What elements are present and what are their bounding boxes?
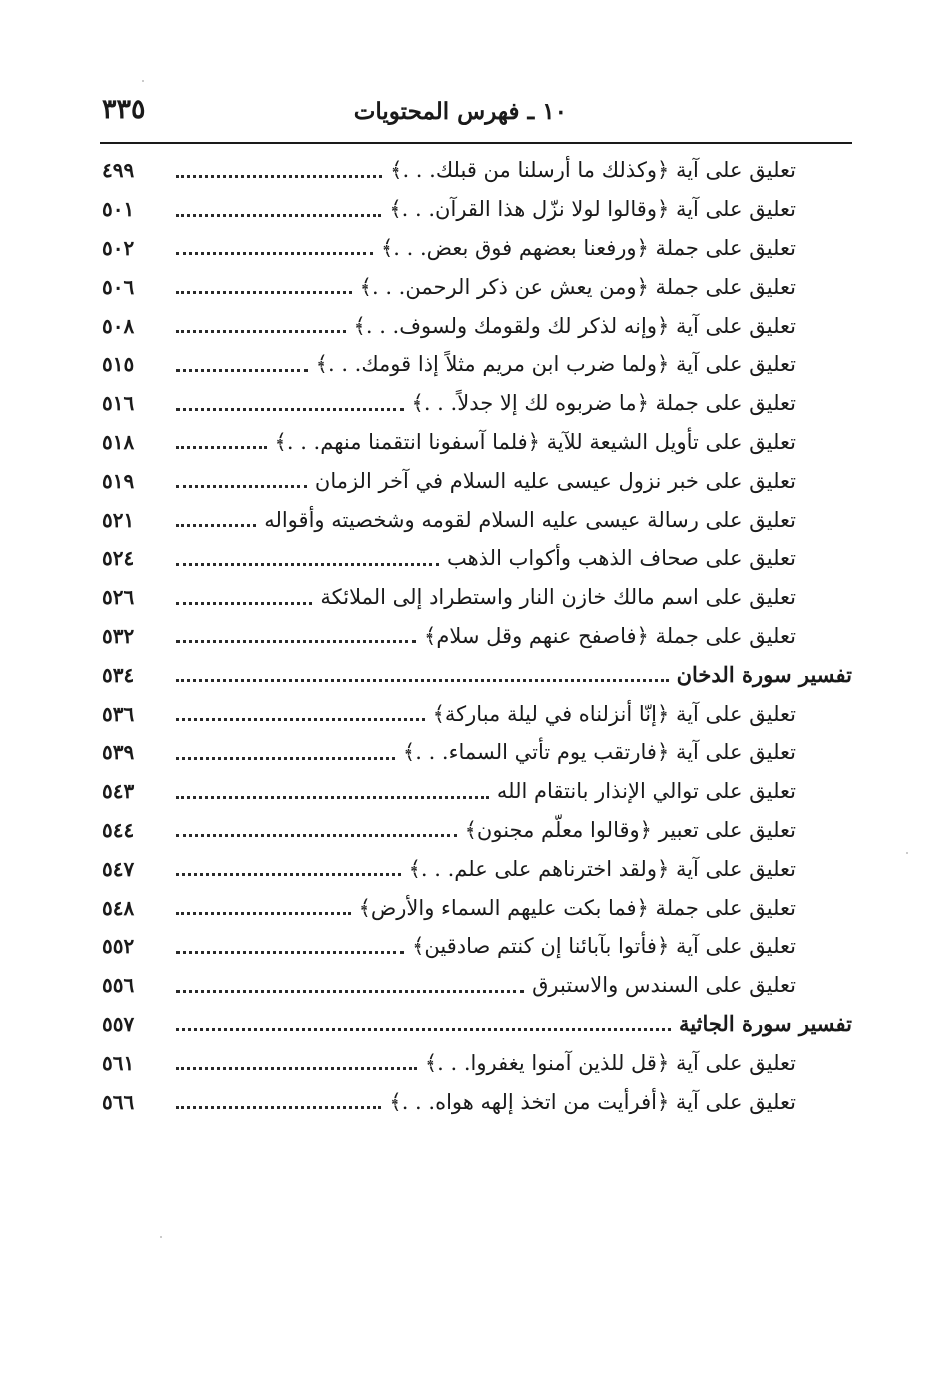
toc-entry-title: تعليق على جملة ﴿ورفعنا بعضهم فوق بعض. . .﴾ [380, 235, 796, 260]
toc-entry-row [100, 849, 852, 888]
dot-leader [176, 524, 256, 527]
toc-entry-title: تعليق على آية ﴿فأتوا بآبائنا إن كنتم صادقين﴾ [412, 934, 796, 959]
toc-page-number: ٥٥٢ [102, 934, 135, 959]
dot-leader [176, 1106, 381, 1109]
toc-entry-row [100, 500, 852, 539]
toc-entry-title: تعليق على تأويل الشيعة للآية ﴿فلما آسفونا انتقمنا منهم. . .﴾ [274, 429, 796, 454]
dot-leader [176, 640, 416, 643]
dot-leader [176, 330, 346, 333]
toc-entry-row [100, 190, 852, 229]
toc-entry-row [100, 1043, 852, 1082]
header-title: ١٠ ـ فهرس المحتويات [353, 98, 567, 125]
header-page-number: ٣٣٥ [102, 94, 146, 125]
toc-entry-title: تعليق على آية ﴿ولقد اخترناهم على علم. . .﴾ [408, 856, 796, 881]
toc-entry-row [100, 578, 852, 617]
toc-entry-row [100, 811, 852, 850]
toc-entry-title: تعليق على آية ﴿وإنه لذكر لك ولقومك ولسوف. . .﴾ [353, 313, 796, 338]
toc-entry-title: تعليق على السندس والاستبرق [532, 973, 796, 998]
dot-leader [176, 602, 312, 605]
dot-leader [176, 912, 351, 915]
toc-entry-title: تعليق على صحاف الذهب وأكواب الذهب [446, 546, 796, 571]
toc-entry-row [100, 927, 852, 966]
dot-leader [176, 214, 381, 217]
dot-leader [176, 1028, 671, 1031]
toc-entry-row [100, 151, 852, 190]
toc-entry-title: تعليق على آية ﴿قل للذين آمنوا يغفروا. . .﴾ [424, 1050, 796, 1075]
toc-page-number: ٥٢٦ [102, 585, 135, 610]
dot-leader [176, 757, 395, 760]
toc-entry-row [100, 306, 852, 345]
dot-leader [176, 369, 308, 372]
dot-leader [176, 175, 382, 178]
toc-entry-row [100, 966, 852, 1005]
toc-entry-row [100, 461, 852, 500]
toc-page-number: ٥١٦ [102, 391, 135, 416]
toc-section-row [100, 1005, 852, 1044]
toc-entry-title: تعليق على آية ﴿إنّا أنزلناه في ليلة مباركة﴾ [432, 701, 796, 726]
dot-leader [176, 252, 373, 255]
toc-page-number: ٥٦١ [102, 1050, 135, 1075]
dot-leader [176, 679, 669, 682]
scan-speck [906, 852, 908, 854]
toc-entry-row [100, 888, 852, 927]
toc-page-number: ٥٣٦ [102, 701, 135, 726]
toc-entry-row [100, 384, 852, 423]
toc-page-number: ٥٤٧ [102, 856, 135, 881]
toc-entry-row [100, 617, 852, 656]
toc-page-number: ٤٩٩ [102, 158, 135, 183]
dot-leader [176, 446, 267, 449]
toc-page-number: ٥٥٦ [102, 973, 135, 998]
toc-entry-row [100, 229, 852, 268]
toc-page-number: ٥٤٤ [102, 817, 135, 842]
toc-page-number: ٥٠٦ [102, 274, 135, 299]
toc-entry-title: تعليق على آية ﴿وقالوا لولا نزّل هذا القرآن. . .﴾ [389, 197, 796, 222]
toc-entry-title: تعليق على جملة ﴿فما بكت عليهم السماء والأرض﴾ [358, 895, 796, 920]
dot-leader [176, 563, 439, 566]
toc-page-number: ٥٤٣ [102, 779, 135, 804]
dot-leader [176, 291, 352, 294]
toc-entry-row [100, 539, 852, 578]
running-header [100, 92, 852, 136]
header-rule [100, 142, 852, 144]
toc-page-number: ٥٣٤ [102, 662, 135, 687]
toc-page-number: ٥٣٩ [102, 740, 135, 765]
toc-page-number: ٥٢٤ [102, 546, 135, 571]
toc-page-number: ٥١٥ [102, 352, 135, 377]
toc-entry-title: تعليق على خبر نزول عيسى عليه السلام في آخر الزمان [314, 468, 796, 493]
toc-entry-row [100, 694, 852, 733]
toc-entry-title: تعليق على آية ﴿ولما ضرب ابن مريم مثلاً إذا قومك. . .﴾ [315, 352, 796, 377]
toc-entry-row [100, 733, 852, 772]
toc-page-number: ٥٤٨ [102, 895, 135, 920]
toc-page-number: ٥٥٧ [102, 1011, 135, 1036]
toc-entry-row [100, 423, 852, 462]
dot-leader [176, 951, 404, 954]
dot-leader [176, 990, 524, 993]
toc-entry-title: تعليق على آية ﴿فارتقب يوم تأتي السماء. . .﴾ [402, 740, 796, 765]
toc-entry-title: تعليق على جملة ﴿فاصفح عنهم وقل سلام﴾ [424, 623, 796, 648]
toc-entry-title: تعليق على توالي الإنذار بانتقام الله [496, 779, 796, 804]
dot-leader [176, 485, 307, 488]
dot-leader [176, 718, 425, 721]
toc-page-number: ٥١٨ [102, 429, 135, 454]
toc-page-number: ٥٠٢ [102, 235, 135, 260]
toc-entry-title: تعليق على آية ﴿وكذلك ما أرسلنا من قبلك. . .﴾ [390, 158, 796, 183]
toc-entry-row [100, 345, 852, 384]
toc-page-number: ٥١٩ [102, 468, 135, 493]
toc-entry-title: تعليق على جملة ﴿ما ضربوه لك إلا جدلاً. . .﴾ [411, 391, 796, 416]
toc-section-row [100, 655, 852, 694]
dot-leader [176, 873, 401, 876]
toc-entry-title: تعليق على اسم مالك خازن النار واستطراد إلى الملائكة [320, 585, 796, 610]
toc-section-title: تفسير سورة الجاثية [679, 1011, 852, 1037]
toc-page-number: ٥٠١ [102, 197, 135, 222]
toc-entry-title: تعليق على رسالة عيسى عليه السلام لقومه وشخصيته وأقواله [264, 507, 796, 532]
toc-page-number: ٥٠٨ [102, 313, 135, 338]
toc-entry-row [100, 1082, 852, 1121]
toc-page-number: ٥٢١ [102, 507, 135, 532]
dot-leader [176, 1067, 417, 1070]
toc-section-title: تفسير سورة الدخان [676, 662, 852, 688]
toc-entry-title: تعليق على جملة ﴿ومن يعش عن ذكر الرحمن. . .﴾ [359, 274, 796, 299]
toc-entry-row [100, 772, 852, 811]
toc-page-number: ٥٣٢ [102, 623, 135, 648]
toc-page-number: ٥٦٦ [102, 1089, 135, 1114]
toc-entry-title: تعليق على تعبير ﴿وقالوا معلّم مجنون﴾ [464, 817, 796, 842]
scan-speck [142, 80, 144, 82]
scan-speck [160, 1236, 162, 1238]
toc-entry-row [100, 267, 852, 306]
dot-leader [176, 408, 404, 411]
dot-leader [176, 796, 489, 799]
toc-entry-title: تعليق على آية ﴿أفرأيت من اتخذ إلهه هواه. . .﴾ [389, 1089, 796, 1114]
table-of-contents [100, 151, 852, 1121]
dot-leader [176, 834, 457, 837]
